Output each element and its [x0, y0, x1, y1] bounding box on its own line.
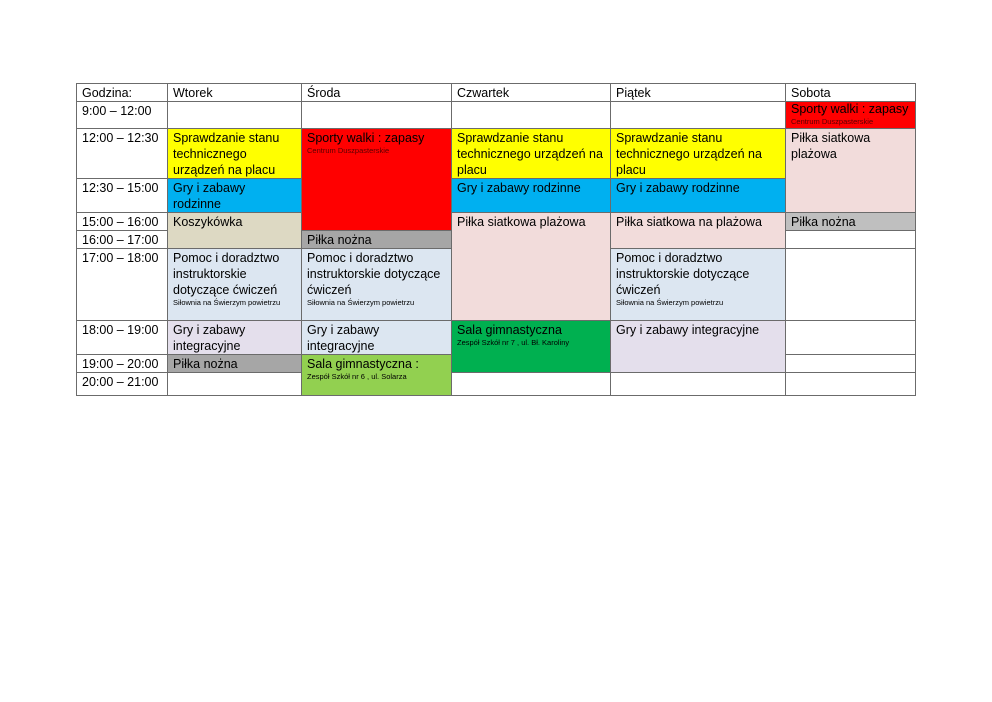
time-cell: 12:00 – 12:30 [77, 129, 168, 179]
empty-cell [611, 102, 786, 129]
table-row [77, 213, 916, 231]
event-saturday-wrestling [786, 102, 916, 129]
empty-cell [452, 373, 611, 396]
table-row [77, 373, 916, 396]
event-title: Pomoc i doradztwo instruktorskie dotyczące ćwiczeń [307, 251, 441, 297]
event-title: Sporty walki : zapasy [307, 131, 425, 145]
event-location: Zespół Szkół nr 6 , ul. Solarza [307, 372, 407, 381]
time-cell: 16:00 – 17:00 [77, 231, 168, 249]
empty-cell [168, 102, 302, 129]
event-thursday-gym-hall [452, 321, 611, 373]
header-day-saturday: Sobota [786, 84, 916, 102]
event-title: Piłka siatkowa plażowa [791, 131, 871, 161]
event-saturday-football: Piłka nożna [786, 213, 916, 231]
event-friday-inspection [611, 129, 786, 179]
event-friday-integration-games: Gry i zabawy integracyjne [611, 321, 786, 373]
schedule-table [76, 83, 916, 396]
event-friday-instructor-help [611, 249, 786, 321]
event-thursday-family-games: Gry i zabawy rodzinne [452, 179, 611, 213]
event-tuesday-instructor-help [168, 249, 302, 321]
event-title: Sala gimnastyczna : [307, 357, 419, 371]
event-location: Siłownia na Świerzym powietrzu [616, 298, 724, 307]
empty-cell [302, 102, 452, 129]
table-row [77, 102, 916, 129]
event-title: Sala gimnastyczna [457, 323, 562, 337]
time-cell: 18:00 – 19:00 [77, 321, 168, 355]
time-cell: 15:00 – 16:00 [77, 213, 168, 231]
event-wednesday-integration-games: Gry i zabawy integracyjne [302, 321, 452, 355]
event-location: Zespół Szkół nr 7 , ul. Bł. Karoliny [457, 338, 570, 347]
header-day-tuesday: Wtorek [168, 84, 302, 102]
event-wednesday-wrestling [302, 129, 452, 231]
header-day-thursday: Czwartek [452, 84, 611, 102]
event-tuesday-basketball: Koszykówka [168, 213, 302, 249]
event-title: Pomoc i doradztwo instruktorskie dotyczące ćwiczeń [616, 251, 750, 297]
event-tuesday-integration-games: Gry i zabawy integracyjne [168, 321, 302, 355]
event-wednesday-football: Piłka nożna [302, 231, 452, 249]
time-cell: 20:00 – 21:00 [77, 373, 168, 396]
event-thursday-inspection [452, 129, 611, 179]
event-location: Siłownia na Świerzym powietrzu [173, 298, 281, 307]
empty-cell [452, 102, 611, 129]
empty-cell [786, 231, 916, 249]
event-title: Pomoc i doradztwo instruktorskie dotyczące ćwiczeń [173, 251, 280, 297]
table-row [77, 129, 916, 179]
time-cell: 12:30 – 15:00 [77, 179, 168, 213]
event-saturday-volleyball [786, 129, 916, 213]
event-location: Siłownia na Świerzym powietrzu [307, 298, 415, 307]
time-cell: 19:00 – 20:00 [77, 355, 168, 373]
time-cell: 9:00 – 12:00 [77, 102, 168, 129]
header-day-wednesday: Środa [302, 84, 452, 102]
event-title: Sprawdzanie stanu technicznego urządzeń na placu [616, 131, 762, 177]
event-tuesday-family-games: Gry i zabawy rodzinne [168, 179, 302, 213]
empty-cell [168, 373, 302, 396]
empty-cell [786, 355, 916, 373]
event-location: Centrum Duszpasterskie [791, 117, 874, 126]
event-tuesday-football: Piłka nożna [168, 355, 302, 373]
event-title: Sporty walki : zapasy [791, 102, 909, 116]
event-thursday-volleyball: Piłka siatkowa plażowa [452, 213, 611, 321]
event-location: Centrum Duszpasterskie [307, 146, 390, 155]
header-day-friday: Piątek [611, 84, 786, 102]
empty-cell [786, 373, 916, 396]
header-row [77, 84, 916, 102]
empty-cell [786, 249, 916, 321]
header-hour: Godzina: [77, 84, 168, 102]
event-wednesday-gym-hall [302, 355, 452, 396]
empty-cell [786, 321, 916, 355]
event-title: Sprawdzanie stanu technicznego urządzeń na placu [173, 131, 280, 177]
event-wednesday-instructor-help [302, 249, 452, 321]
event-title: Sprawdzanie stanu technicznego urządzeń na placu [457, 131, 603, 177]
time-cell: 17:00 – 18:00 [77, 249, 168, 321]
empty-cell [611, 373, 786, 396]
table-row [77, 321, 916, 355]
event-friday-volleyball: Piłka siatkowa na plażowa [611, 213, 786, 249]
event-tuesday-inspection [168, 129, 302, 179]
event-friday-family-games: Gry i zabawy rodzinne [611, 179, 786, 213]
